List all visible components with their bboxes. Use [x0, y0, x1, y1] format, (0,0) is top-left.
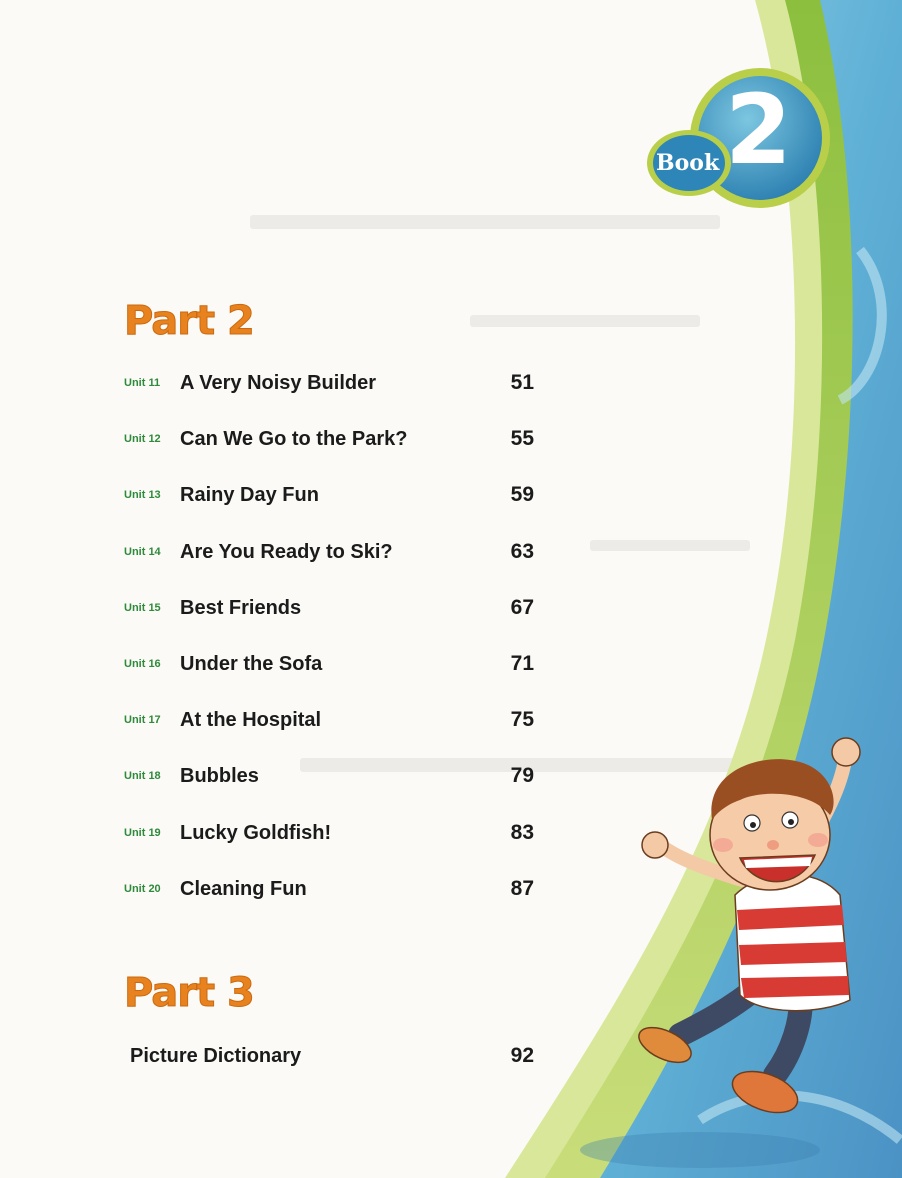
toc-entry-unit-16[interactable] — [124, 644, 534, 684]
toc-page-number: 87 — [510, 877, 534, 900]
unit-title: Are You Ready to Ski? — [180, 540, 393, 563]
toc-entry-unit-15[interactable] — [124, 588, 534, 628]
toc-page-number: 75 — [510, 708, 534, 731]
part-2-heading: Part 2 — [124, 298, 254, 344]
unit-title: Can We Go to the Park? — [180, 427, 408, 450]
unit-title: Rainy Day Fun — [180, 483, 319, 506]
toc-page-number: 79 — [510, 764, 534, 787]
toc-entry-unit-12[interactable] — [124, 419, 534, 459]
unit-number-tag: Unit 14 — [124, 546, 161, 558]
unit-number-tag: Unit 18 — [124, 770, 161, 782]
toc-page-number: 63 — [510, 540, 534, 563]
unit-title: Lucky Goldfish! — [180, 821, 332, 844]
book-badge-label: Book — [656, 150, 720, 176]
unit-title: Best Friends — [180, 596, 302, 619]
toc-page-number: 55 — [510, 427, 534, 450]
unit-number-tag: Unit 17 — [124, 714, 161, 726]
unit-title: Cleaning Fun — [180, 877, 307, 900]
book-badge-number: 2 — [725, 74, 792, 186]
toc-entry-picture-dictionary[interactable] — [130, 1036, 534, 1076]
toc-entry-unit-11[interactable] — [124, 363, 534, 403]
unit-title: A Very Noisy Builder — [180, 371, 376, 394]
toc-entry-unit-20[interactable] — [124, 869, 534, 909]
toc-page-number: 71 — [510, 652, 534, 675]
unit-number-tag: Unit 20 — [124, 883, 161, 895]
unit-number-tag: Unit 13 — [124, 489, 161, 501]
unit-number-tag: Unit 19 — [124, 827, 161, 839]
toc-page-number: 59 — [510, 483, 534, 506]
toc-page-number: 51 — [510, 371, 534, 394]
unit-number-tag: Unit 12 — [124, 433, 161, 445]
unit-number-tag: Unit 16 — [124, 658, 161, 670]
toc-page-number: 92 — [510, 1044, 534, 1067]
toc-entry-title: Picture Dictionary — [130, 1044, 302, 1067]
unit-title: At the Hospital — [180, 708, 322, 731]
toc-entry-unit-19[interactable] — [124, 813, 534, 853]
toc-entry-unit-17[interactable] — [124, 700, 534, 740]
unit-number-tag: Unit 15 — [124, 602, 161, 614]
unit-number-tag: Unit 11 — [124, 377, 161, 389]
unit-title: Bubbles — [180, 764, 259, 787]
toc-entry-unit-13[interactable] — [124, 475, 534, 515]
toc-page-number: 83 — [510, 821, 534, 844]
toc-entry-unit-14[interactable] — [124, 532, 534, 572]
unit-title: Under the Sofa — [180, 652, 323, 675]
toc-page-number: 67 — [510, 596, 534, 619]
toc-entry-unit-18[interactable] — [124, 756, 534, 796]
part-3-heading: Part 3 — [124, 970, 254, 1016]
